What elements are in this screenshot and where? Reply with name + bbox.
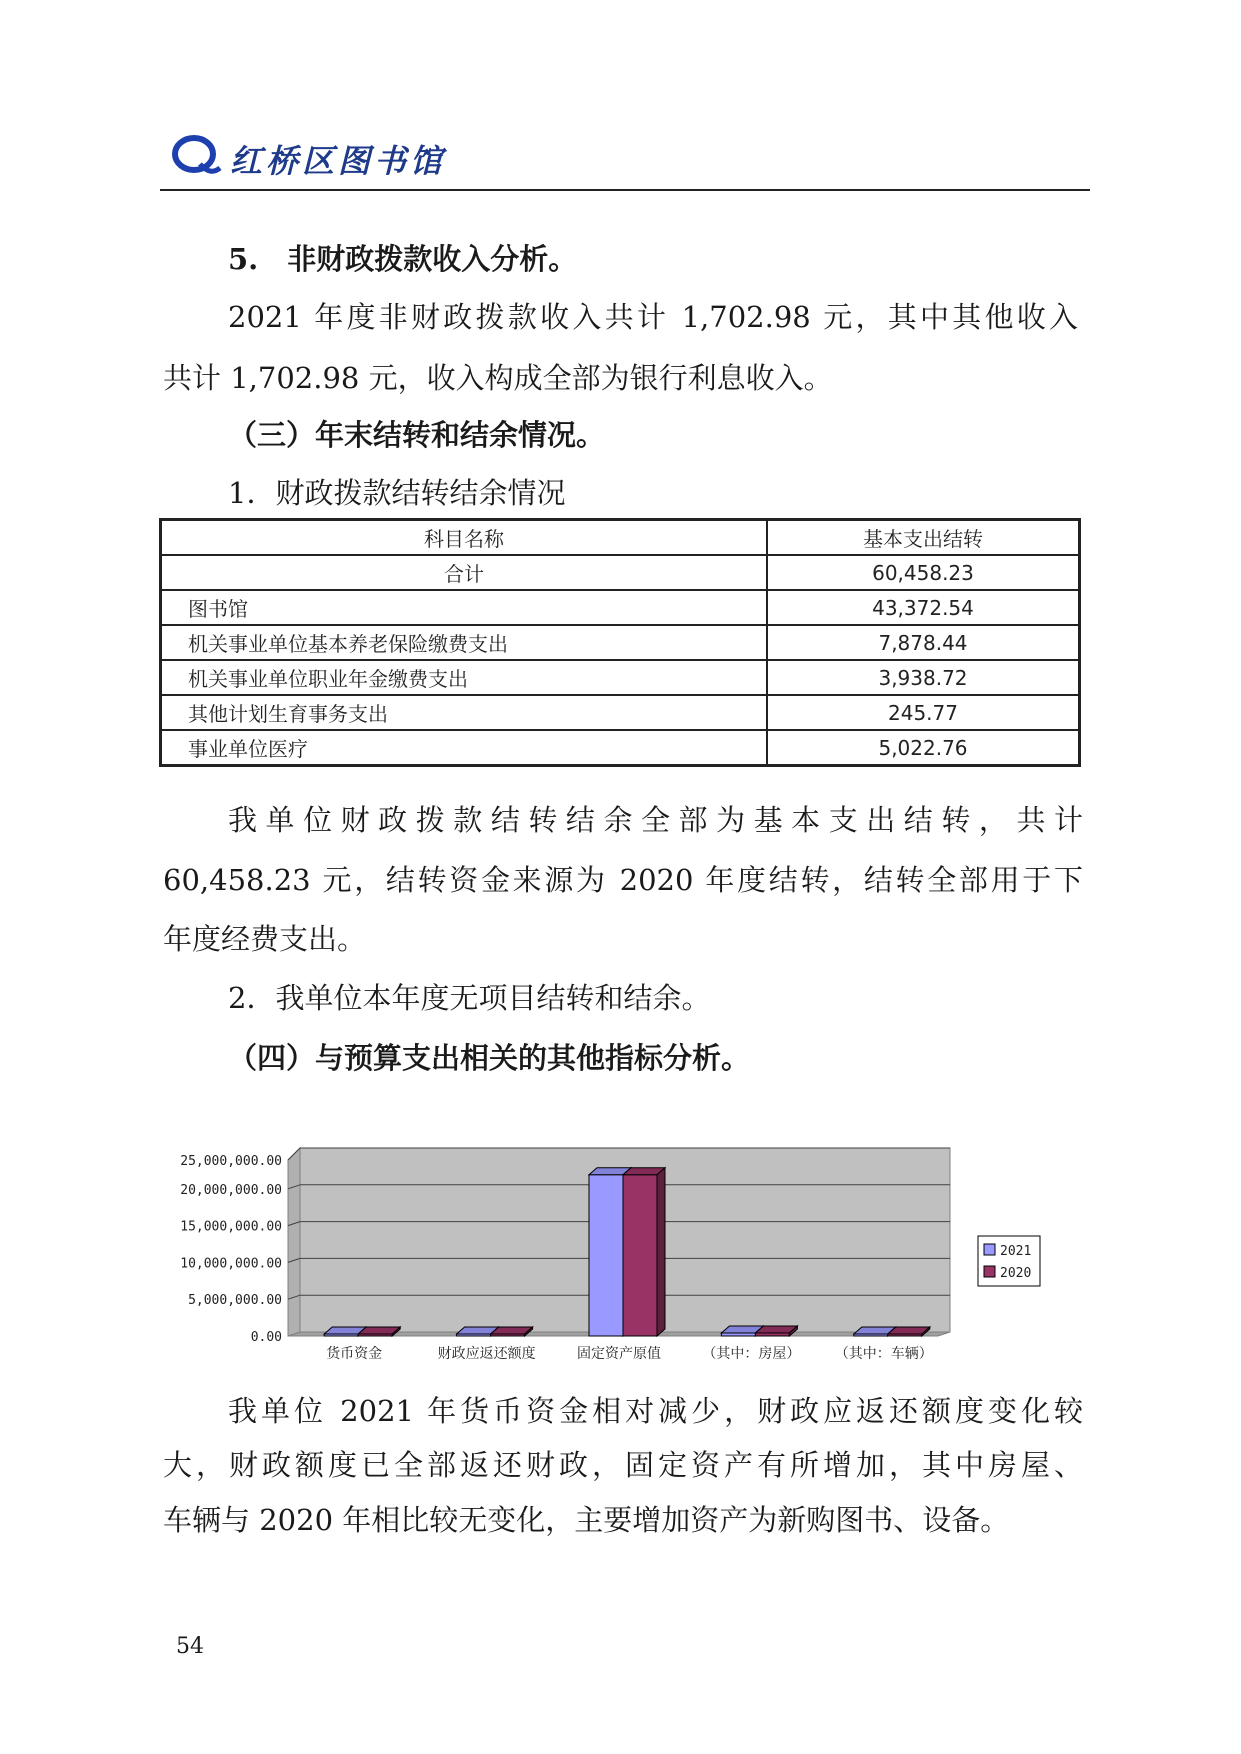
library-logo-icon xyxy=(170,132,222,178)
table-cell-name: 机关事业单位基本养老保险缴费支出 xyxy=(161,625,768,660)
table-cell-value: 7,878.44 xyxy=(767,625,1080,660)
carry-para-line2: 60,458.23 元，结转资金来源为 2020 年度结转，结转全部用于下 xyxy=(163,863,1083,897)
chart-legend xyxy=(978,1236,1040,1286)
chart-bar-2020 xyxy=(491,1327,533,1336)
table-row xyxy=(161,695,1080,730)
chart-y-tick-label: 25,000,000.00 xyxy=(180,1154,282,1169)
table-cell-name: 机关事业单位职业年金缴费支出 xyxy=(161,660,768,695)
sub2-text: 2．我单位本年度无项目结转和结余。 xyxy=(228,981,711,1015)
table-cell-value: 5,022.76 xyxy=(767,730,1080,766)
assets-para-line1: 我单位 2021 年货币资金相对减少，财政应返还额度变化较 xyxy=(228,1394,1083,1428)
table-row xyxy=(161,730,1080,766)
chart-y-tick-label: 0.00 xyxy=(250,1330,282,1345)
chart-legend-label: 2020 xyxy=(1000,1266,1032,1281)
section3-sub1: 1．财政拨款结转结余情况 xyxy=(228,476,566,510)
chart-y-tick-label: 15,000,000.00 xyxy=(180,1219,282,1235)
table-row xyxy=(161,590,1080,625)
carryover-table xyxy=(159,518,1081,767)
chart-y-axis xyxy=(180,1154,282,1345)
carry-para-line1: 我单位财政拨款结转结余全部为基本支出结转，共计 xyxy=(228,803,1083,837)
chart-x-tick-label: 财政应返还额度 xyxy=(437,1346,536,1362)
chart-bar-2020 xyxy=(888,1327,930,1336)
chart-y-tick-label: 10,000,000.00 xyxy=(180,1256,282,1272)
chart-x-tick-label: 货币资金 xyxy=(326,1346,383,1362)
page-header xyxy=(160,128,1090,188)
assets-para-line2: 大，财政额度已全部返还财政，固定资产有所增加，其中房屋、 xyxy=(163,1448,1083,1482)
chart-x-tick-label: （其中：房屋） xyxy=(702,1346,801,1362)
chart-x-tick-label: （其中：车辆） xyxy=(834,1346,933,1362)
section3-heading: （三）年末结转和结余情况。 xyxy=(228,418,606,452)
chart-x-axis xyxy=(326,1345,933,1362)
table-row xyxy=(161,625,1080,660)
section5-para-line1: 2021 年度非财政拨款收入共计 1,702.98 元，其中其他收入 xyxy=(228,300,1078,334)
chart-legend-label: 2021 xyxy=(1000,1244,1032,1259)
assets-bar-chart xyxy=(170,1140,1090,1370)
table-cell-name: 其他计划生育事务支出 xyxy=(161,695,768,730)
table-row xyxy=(161,555,1080,590)
chart-legend-swatch xyxy=(984,1266,995,1277)
table-cell-value: 3,938.72 xyxy=(767,660,1080,695)
table-header-row xyxy=(161,520,1080,556)
table-header-value: 基本支出结转 xyxy=(767,520,1080,556)
page-number: 54 xyxy=(176,1634,204,1659)
table-cell-value: 43,372.54 xyxy=(767,590,1080,625)
chart-bar-2020 xyxy=(755,1326,797,1336)
chart-x-tick-label: 固定资产原值 xyxy=(577,1346,661,1362)
table-row xyxy=(161,660,1080,695)
assets-para-line3: 车辆与 2020 年相比较无变化，主要增加资产为新购图书、设备。 xyxy=(163,1503,1010,1537)
table-cell-name: 合计 xyxy=(161,555,768,590)
table-header-name: 科目名称 xyxy=(161,520,768,556)
section5-para-line2: 共计 1,702.98 元，收入构成全部为银行利息收入。 xyxy=(163,361,833,395)
chart-bar-2020 xyxy=(623,1168,665,1336)
table-cell-value: 60,458.23 xyxy=(767,555,1080,590)
carry-para-line3: 年度经费支出。 xyxy=(163,922,367,956)
chart-bar-2020 xyxy=(358,1327,400,1336)
chart-legend-swatch xyxy=(984,1244,995,1255)
section4-heading: （四）与预算支出相关的其他指标分析。 xyxy=(228,1041,751,1075)
table-cell-value: 245.77 xyxy=(767,695,1080,730)
table-cell-name: 事业单位医疗 xyxy=(161,730,768,766)
header-divider xyxy=(160,189,1090,191)
table-cell-name: 图书馆 xyxy=(161,590,768,625)
section5-heading: 5. 非财政拨款收入分析。 xyxy=(228,242,578,276)
library-name: 红桥区图书馆 xyxy=(230,142,447,180)
chart-y-tick-label: 20,000,000.00 xyxy=(180,1182,282,1198)
chart-side-wall xyxy=(288,1148,300,1336)
chart-y-tick-label: 5,000,000.00 xyxy=(188,1293,282,1309)
